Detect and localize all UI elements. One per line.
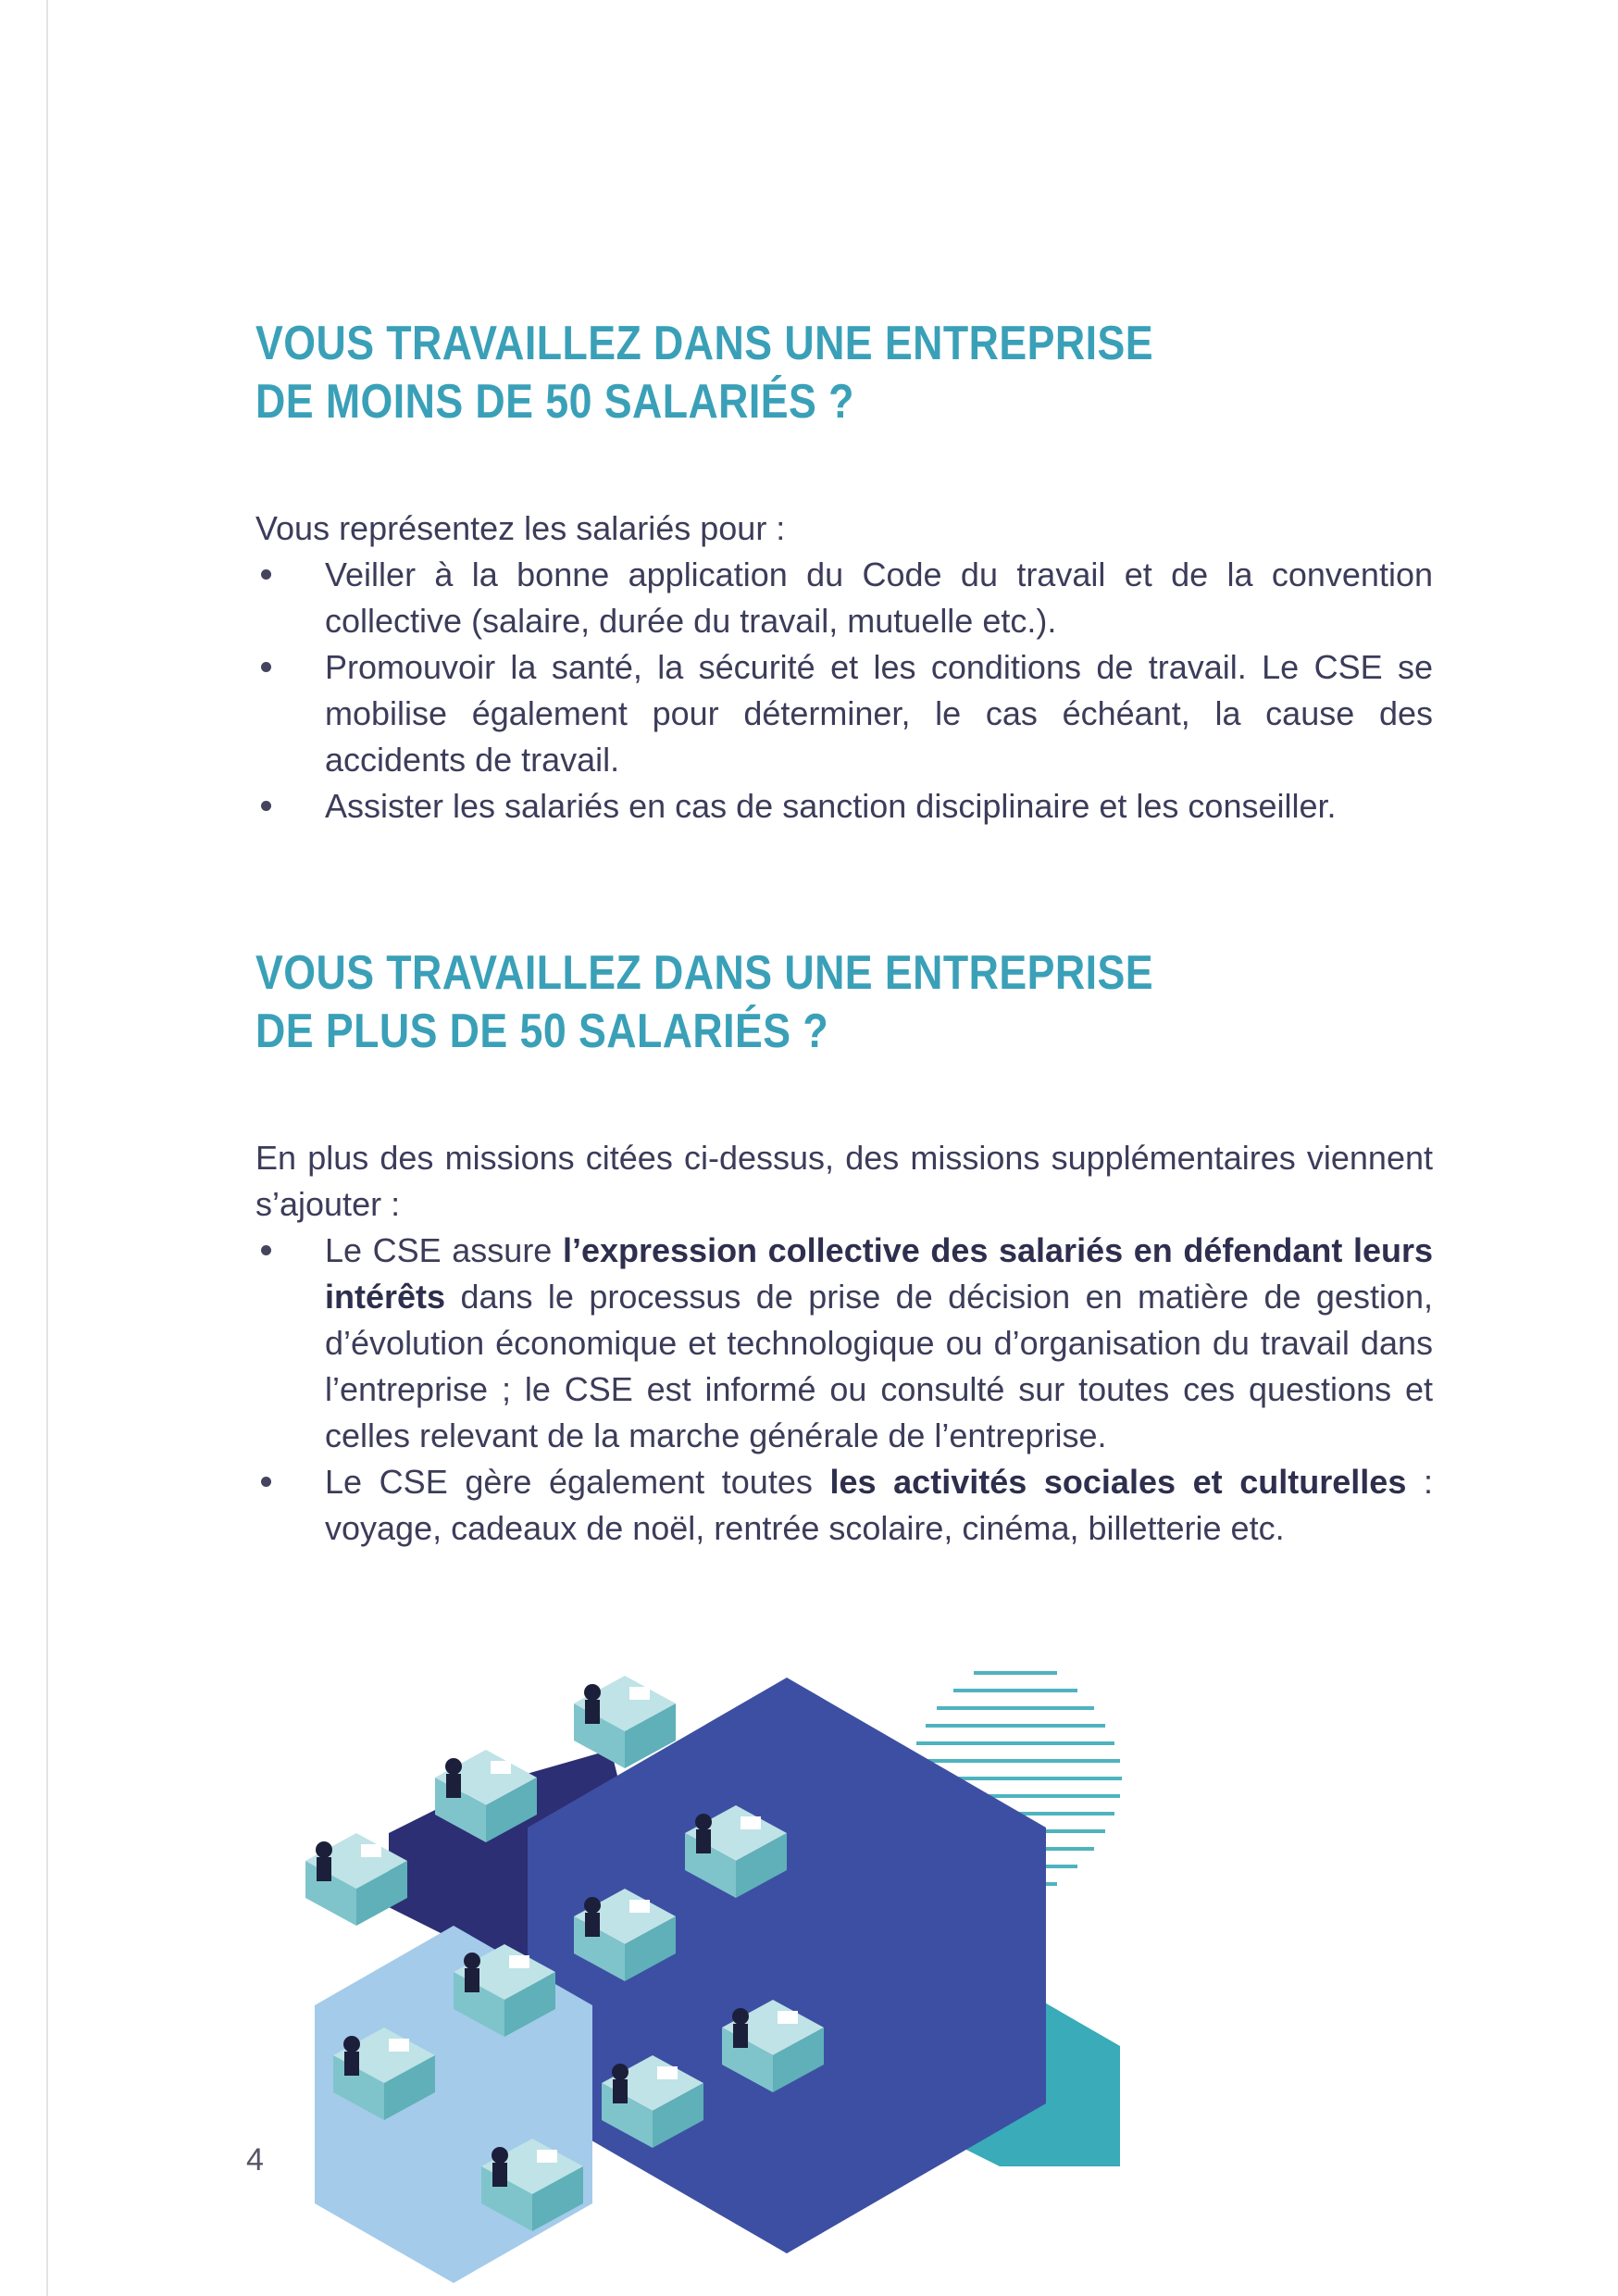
section1-heading-line2: DE MOINS DE 50 SALARIÉS ? (255, 375, 854, 429)
section2-intro: En plus des missions citées ci-dessus, des missions supplémentaires viennent s’ajouter : (255, 1139, 1433, 1223)
section2-bullet-2-suffix: : voyage, cadeaux de noël, rentrée scolaire, cinéma, billetterie etc. (325, 1463, 1433, 1547)
section2-heading-line1: VOUS TRAVAILLEZ DANS UNE ENTREPRISE (255, 946, 1153, 1000)
section1-bullet-1-text: Veiller à la bonne application du Code du travail et de la convention collective (salaire, durée du travail, mutuelle etc.). (325, 555, 1433, 640)
section2-bullet-1-bold: l’expression collective des salariés en défendant leurs intérêts (325, 1231, 1433, 1316)
section2-bullet-1-suffix: dans le processus de prise de décision en matière de gestion, d’évolution économique et technologique ou d’organisation du travail dans l’entreprise ; le CSE est informé ou consulté sur toutes ces questions et celles relevant de la marche générale de l’entreprise. (325, 1278, 1433, 1454)
section2-bullet-1-prefix: Le CSE assure (325, 1231, 563, 1269)
section2-bullet-2-prefix: Le CSE gère également toutes (325, 1463, 830, 1501)
section2-bullet-2-bold: les activités sociales et culturelles (829, 1463, 1407, 1501)
page-number: 4 (246, 2142, 264, 2177)
section1-bullet-2-text: Promouvoir la santé, la sécurité et les conditions de travail. Le CSE se mobilise également pour déterminer, le cas échéant, la cause des accidents de travail. (325, 648, 1433, 779)
section1-intro: Vous représentez les salariés pour : (255, 509, 786, 547)
section2-heading-line2: DE PLUS DE 50 SALARIÉS ? (255, 1004, 829, 1058)
section1-bullet-3-text: Assister les salariés en cas de sanction disciplinaire et les conseiller. (325, 787, 1337, 825)
section1-heading-line1: VOUS TRAVAILLEZ DANS UNE ENTREPRISE (255, 317, 1153, 370)
